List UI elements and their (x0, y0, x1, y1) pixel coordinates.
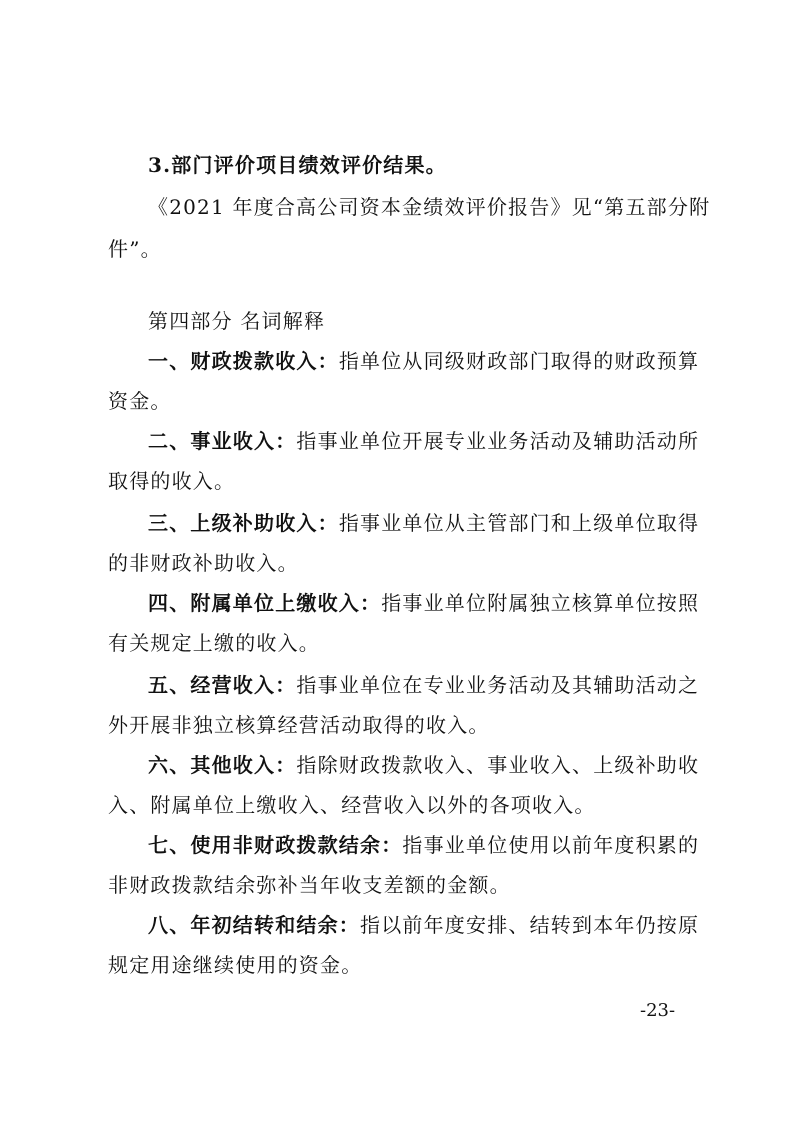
term-1-definition: 指单位从同级财政部门取得的财政预算 (338, 349, 700, 373)
term-7-line1 (148, 832, 700, 858)
term-4-line1 (148, 590, 700, 616)
term-5-definition: 指事业单位在专业业务活动及其辅助活动之 (296, 673, 700, 697)
section3-heading: 3.部门评价项目绩效评价结果。 (148, 153, 447, 177)
term-6-definition: 指除财政拨款收入、事业收入、上级补助收 (296, 753, 700, 777)
term-1-line2: 资金。 (108, 389, 172, 413)
term-8-line2: 规定用途继续使用的资金。 (108, 953, 363, 977)
term-5-line1 (148, 672, 700, 698)
term-2-label: 二、事业收入： (148, 429, 297, 453)
term-7-label: 七、使用非财政拨款结余： (148, 833, 403, 857)
term-2-line2: 取得的收入。 (108, 469, 236, 493)
term-6-line2: 入、附属单位上缴收入、经营收入以外的各项收入。 (108, 793, 596, 817)
section3-text-line1: 《2021 年度合高公司资本金绩效评价报告》见“第五部分附 (148, 195, 711, 219)
term-7-definition: 指事业单位使用以前年度积累的 (402, 833, 700, 857)
term-5-label: 五、经营收入： (148, 673, 297, 697)
term-6-line1 (148, 752, 700, 778)
term-8-label: 八、年初结转和结余： (148, 913, 360, 937)
term-4-definition: 指事业单位附属独立核算单位按照 (381, 591, 700, 615)
term-1-label: 一、财政拨款收入： (148, 349, 339, 373)
part4-title: 第四部分 名词解释 (148, 309, 326, 333)
term-1-line1 (148, 348, 700, 374)
term-2-line1 (148, 428, 700, 454)
term-3-label: 三、上级补助收入： (148, 511, 339, 535)
section3-text-line2: 件”。 (108, 237, 162, 261)
term-7-line2: 非财政拨款结余弥补当年收支差额的金额。 (108, 873, 511, 897)
page-number: -23- (640, 1000, 676, 1021)
term-4-line2: 有关规定上缴的收入。 (108, 631, 320, 655)
term-8-definition: 指以前年度安排、结转到本年仍按原 (360, 913, 700, 937)
term-2-definition: 指事业单位开展专业业务活动及辅助活动所 (296, 429, 700, 453)
term-4-label: 四、附属单位上缴收入： (148, 591, 382, 615)
term-3-definition: 指事业单位从主管部门和上级单位取得 (338, 511, 700, 535)
term-3-line2: 的非财政补助收入。 (108, 551, 299, 575)
term-5-line2: 外开展非独立核算经营活动取得的收入。 (108, 713, 490, 737)
term-6-label: 六、其他收入： (148, 753, 297, 777)
term-3-line1 (148, 510, 700, 536)
term-8-line1 (148, 912, 700, 938)
